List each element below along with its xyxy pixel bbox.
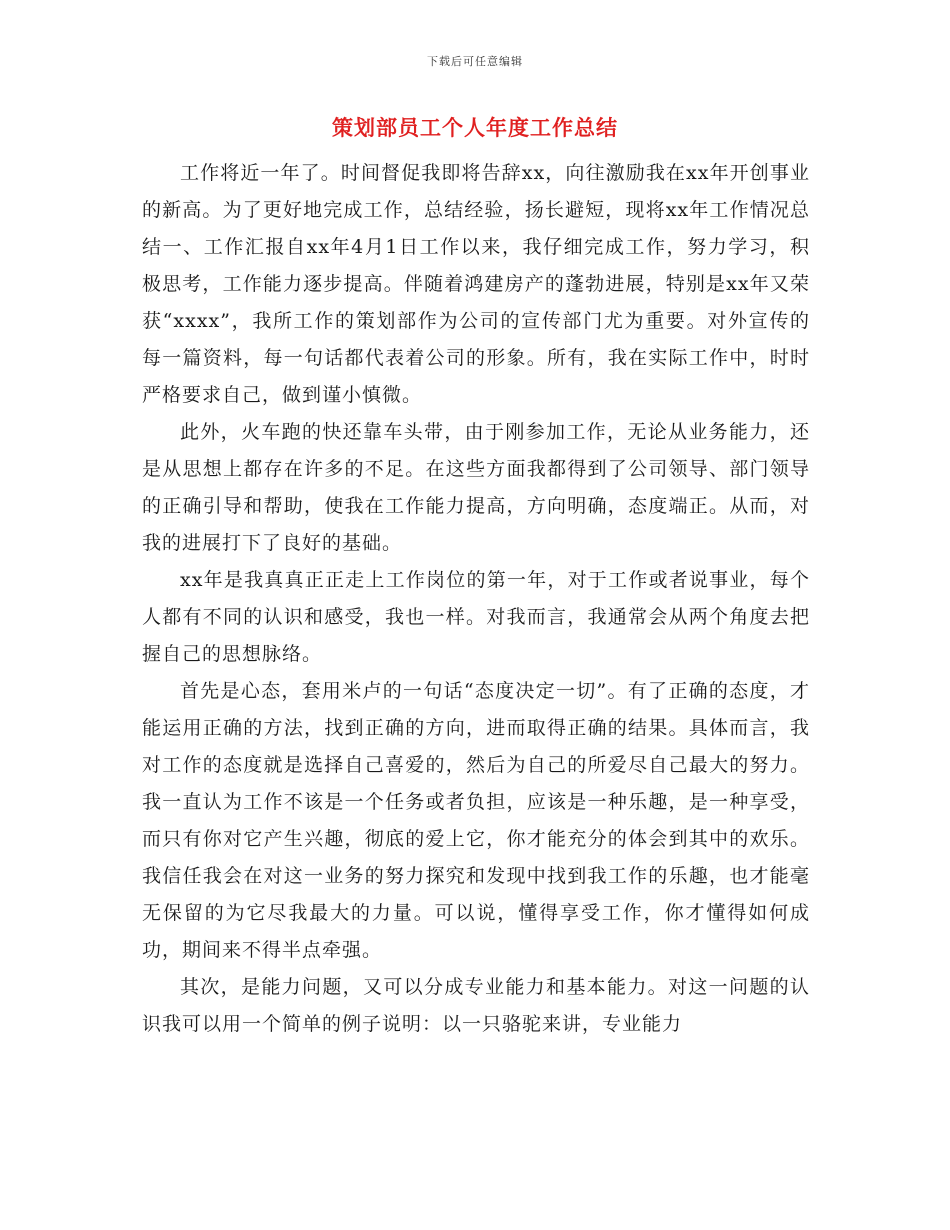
document-title: 策划部员工个人年度工作总结	[332, 115, 618, 140]
paragraph-1: 工作将近一年了。时间督促我即将告辞xx，向往激励我在xx年开创事业的新高。为了更好地完成工作，总结经验，扬长避短，现将xx年工作情况总结一、工作汇报自xx年4月1日工作以来，我仔细完成工作，努力学习，积极思考，工作能力逐步提高。伴随着鸿建房产的蓬勃进展，特别是xx年又荣获“xxxx”，我所工作的策划部作为公司的宣传部门尤为重要。对外宣传的每一篇资料，每一句话都代表着公司的形象。所有，我在实际工作中，时时严格要求自己，做到谨小慎微。	[142, 162, 810, 406]
document-body	[142, 155, 810, 1043]
paragraph-3: xx年是我真真正正走上工作岗位的第一年，对于工作或者说事业，每个人都有不同的认识和感受，我也一样。对我而言，我通常会从两个角度去把握自己的思想脉络。	[142, 569, 810, 665]
paragraph-2: 此外，火车跑的快还靠车头带，由于刚参加工作，无论从业务能力，还是从思想上都存在许多的不足。在这些方面我都得到了公司领导、部门领导的正确引导和帮助，使我在工作能力提高，方向明确，态度端正。从而，对我的进展打下了良好的基础。	[142, 421, 810, 554]
paragraph-5: 其次，是能力问题，又可以分成专业能力和基本能力。对这一问题的认识我可以用一个简单的例子说明：以一只骆驼来讲，专业能力	[142, 976, 810, 1035]
header-note: 下载后可任意编辑	[427, 55, 523, 68]
paragraph-4: 首先是心态，套用米卢的一句话“态度决定一切”。有了正确的态度，才能运用正确的方法，找到正确的方向，进而取得正确的结果。具体而言，我对工作的态度就是选择自己喜爱的，然后为自己的所爱尽自己最大的努力。我一直认为工作不该是一个任务或者负担，应该是一种乐趣，是一种享受，而只有你对它产生兴趣，彻底的爱上它，你才能充分的体会到其中的欢乐。我信任我会在对这一业务的努力探究和发现中找到我工作的乐趣，也才能毫无保留的为它尽我最大的力量。可以说，懂得享受工作，你才懂得如何成功，期间来不得半点牵强。	[142, 680, 810, 961]
